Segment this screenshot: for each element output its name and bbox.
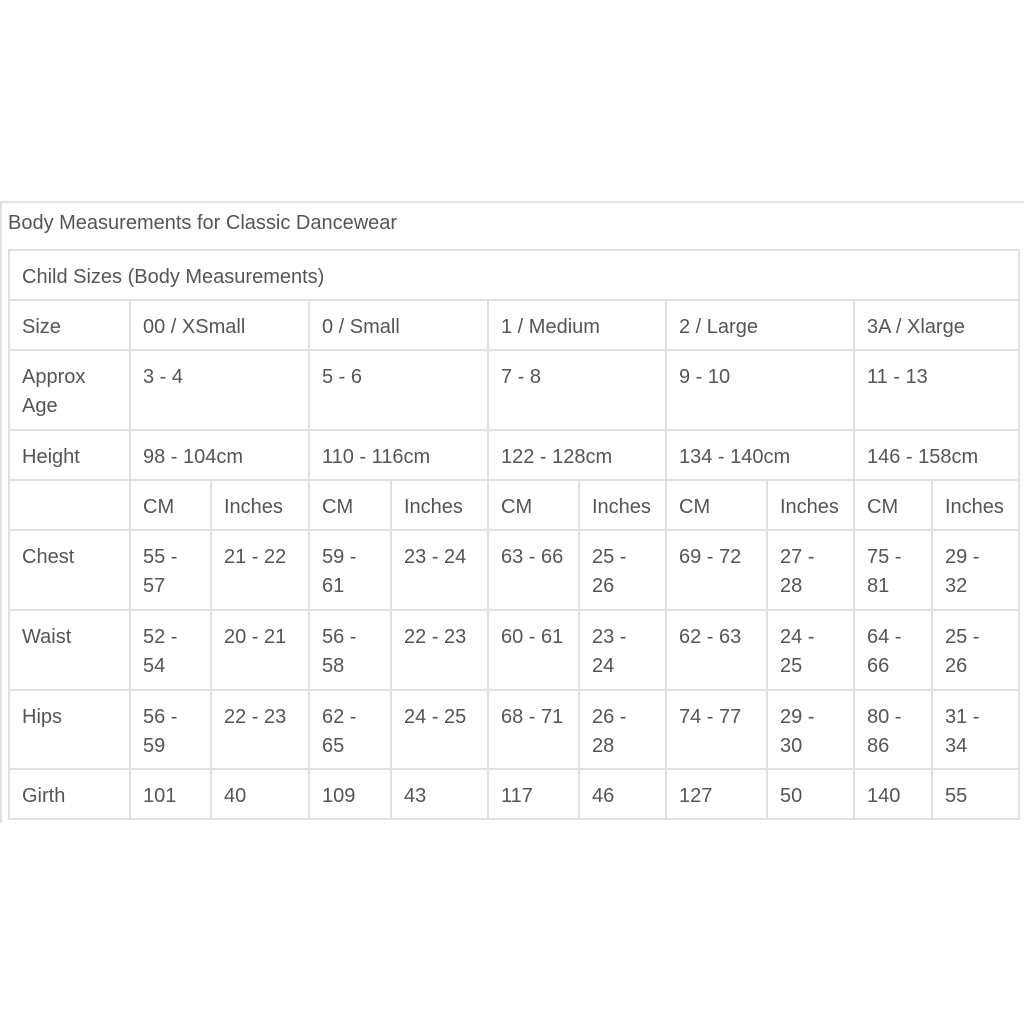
table-caption: Body Measurements for Classic Dancewear — [8, 212, 398, 234]
unit-header: Inches — [579, 480, 666, 530]
unit-header: Inches — [767, 480, 854, 530]
height-large: 134 - 140cm — [666, 430, 854, 480]
frame-left-border — [0, 203, 2, 823]
unit-header: CM — [854, 480, 932, 530]
table-cell: 80 - 86 — [854, 690, 932, 769]
table-cell: 26 - 28 — [579, 690, 666, 769]
size-chart-table — [8, 249, 1020, 820]
unit-header: CM — [309, 480, 391, 530]
table-cell: 117 — [488, 769, 579, 819]
table-cell: 46 — [579, 769, 666, 819]
size-xlarge: 3A / Xlarge — [854, 300, 1019, 350]
size-large: 2 / Large — [666, 300, 854, 350]
girth-row — [9, 769, 1019, 819]
chest-row — [9, 530, 1019, 610]
table-cell: 25 - 26 — [932, 610, 1019, 690]
height-small: 110 - 116cm — [309, 430, 488, 480]
size-row — [9, 300, 1019, 350]
table-cell: 62 - 63 — [666, 610, 767, 690]
table-cell: 24 - 25 — [767, 610, 854, 690]
size-chart — [8, 249, 1018, 820]
age-large: 9 - 10 — [666, 350, 854, 430]
table-cell: 23 - 24 — [391, 530, 488, 610]
table-cell: 40 — [211, 769, 309, 819]
age-xsmall: 3 - 4 — [130, 350, 309, 430]
table-cell: 25 - 26 — [579, 530, 666, 610]
table-cell: 56 - 59 — [130, 690, 211, 769]
unit-header: Inches — [932, 480, 1019, 530]
table-cell: 22 - 23 — [391, 610, 488, 690]
age-xlarge: 11 - 13 — [854, 350, 1019, 430]
table-cell: 29 - 30 — [767, 690, 854, 769]
unit-header: CM — [488, 480, 579, 530]
size-medium: 1 / Medium — [488, 300, 666, 350]
table-cell: 75 - 81 — [854, 530, 932, 610]
table-cell: 22 - 23 — [211, 690, 309, 769]
row-label-hips: Hips — [9, 690, 130, 769]
row-label-chest: Chest — [9, 530, 130, 610]
row-label-height: Height — [9, 430, 130, 480]
row-label-waist: Waist — [9, 610, 130, 690]
row-label-age: Approx Age — [9, 350, 130, 430]
table-cell: 52 - 54 — [130, 610, 211, 690]
table-cell: 20 - 21 — [211, 610, 309, 690]
table-cell: 140 — [854, 769, 932, 819]
age-small: 5 - 6 — [309, 350, 488, 430]
table-cell: 127 — [666, 769, 767, 819]
row-label-size: Size — [9, 300, 130, 350]
row-label-girth: Girth — [9, 769, 130, 819]
height-xsmall: 98 - 104cm — [130, 430, 309, 480]
size-xsmall: 00 / XSmall — [130, 300, 309, 350]
unit-row — [9, 480, 1019, 530]
unit-header: Inches — [211, 480, 309, 530]
height-xlarge: 146 - 158cm — [854, 430, 1019, 480]
table-cell: 21 - 22 — [211, 530, 309, 610]
table-cell: 60 - 61 — [488, 610, 579, 690]
size-small: 0 / Small — [309, 300, 488, 350]
hips-row — [9, 690, 1019, 769]
age-row — [9, 350, 1019, 430]
table-cell: 101 — [130, 769, 211, 819]
table-cell: 56 - 58 — [309, 610, 391, 690]
unit-header: Inches — [391, 480, 488, 530]
table-cell: 24 - 25 — [391, 690, 488, 769]
table-cell: 43 — [391, 769, 488, 819]
table-cell: 109 — [309, 769, 391, 819]
unit-header: CM — [666, 480, 767, 530]
table-cell: 68 - 71 — [488, 690, 579, 769]
title-row — [9, 250, 1019, 300]
height-row — [9, 430, 1019, 480]
unit-header: CM — [130, 480, 211, 530]
table-cell: 64 - 66 — [854, 610, 932, 690]
table-cell: 55 - 57 — [130, 530, 211, 610]
table-cell: 63 - 66 — [488, 530, 579, 610]
table-cell: 50 — [767, 769, 854, 819]
waist-row — [9, 610, 1019, 690]
table-title: Child Sizes (Body Measurements) — [9, 250, 1019, 300]
table-cell: 69 - 72 — [666, 530, 767, 610]
table-cell: 31 - 34 — [932, 690, 1019, 769]
table-cell: 23 - 24 — [579, 610, 666, 690]
age-medium: 7 - 8 — [488, 350, 666, 430]
table-cell: 62 - 65 — [309, 690, 391, 769]
table-cell: 74 - 77 — [666, 690, 767, 769]
table-cell: 55 — [932, 769, 1019, 819]
table-cell: 59 - 61 — [309, 530, 391, 610]
table-cell: 27 - 28 — [767, 530, 854, 610]
table-cell: 29 - 32 — [932, 530, 1019, 610]
height-medium: 122 - 128cm — [488, 430, 666, 480]
row-label-unit — [9, 480, 130, 530]
